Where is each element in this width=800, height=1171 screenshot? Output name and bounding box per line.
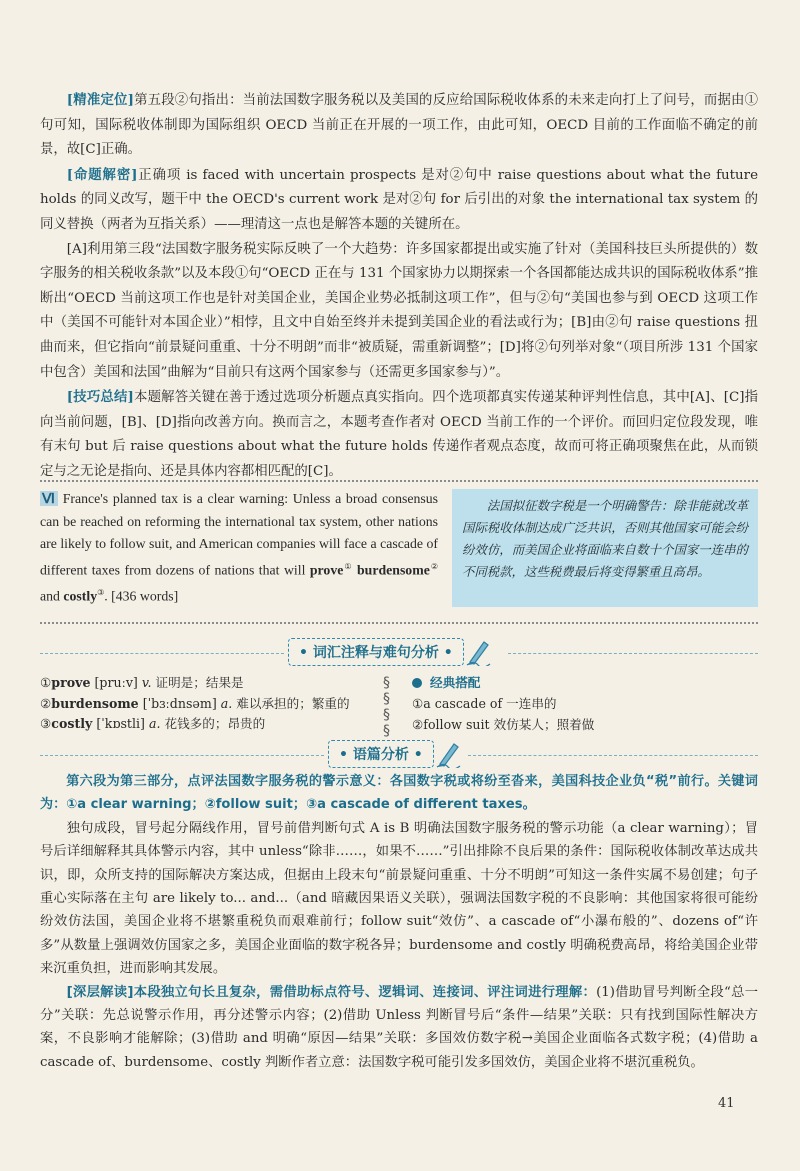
paragraph-distractors: [A]利用第三段“法国数字服务税实际反映了一个大趋势：许多国家都提出或实施了针对（美国科技巨头所提供的）数字服务的相关税收条款”以及本段①句“OECD 正在与 131 个国家协力以期探索一个各国都能达成共识的国际税收体系”推断出“OECD 当前这项工作也是针对美国企业，美国企业势必抵制这项工作”，但与②句“美国也参与到 OECD 这项工作中（美国不可能针对本国企业）”相悖，且文中自始至终并未提到美国企业的看法或行为；[B]由②句 raise questions 扭曲而来，但它指向“前景疑问重重、十分不明朗”而非“被质疑，需重新调整”；[D]将②句列举对象“（项目所涉 131 个国家中包含）美国和法国”曲解为“目前只有这两个国家参与（还需更多国家参与）”。 bbox=[40, 241, 758, 380]
page-number: 41 bbox=[718, 1096, 735, 1111]
collocation-item: ②follow suit 效仿某人；照着做 bbox=[412, 717, 595, 732]
vocab-phonetic: [ˈbɜːdnsəm] bbox=[138, 695, 221, 711]
tag-skill-summary: [技巧总结] bbox=[66, 389, 134, 406]
vocab-number: ③ bbox=[40, 716, 52, 731]
dotted-divider bbox=[40, 480, 758, 482]
collocation-title-text: 经典搭配 bbox=[430, 675, 481, 690]
vocab-phonetic: [ˈkɒstli] bbox=[92, 716, 149, 731]
vocab-meaning: 难以承担的；繁重的 bbox=[232, 695, 350, 711]
footnote-mark: ① bbox=[343, 561, 353, 571]
passage-text: and bbox=[40, 588, 64, 604]
paragraph-number: Ⅵ bbox=[42, 491, 56, 506]
vocab-word: prove bbox=[51, 675, 91, 690]
footnote-mark: ② bbox=[429, 561, 439, 571]
section-header-vocabulary bbox=[288, 638, 492, 666]
deep-reading-text: (1)借助冒号判断全段“总一分”关联：先总说警示作用，再分述警示内容；(2)借助 Unless 判断冒号后“条件—结果”关联：只有找到国际性解决方案，不良影响才能解除；(3)借助 and 明确“原因—结果”关联：多国效仿数字税→美国企业面临各式数字税；(4)借助 a cascade of、burdensome、costly 判断作者立意：法国数字税可能引发多国效仿，美国企业将不堪沉重税负。 bbox=[40, 984, 759, 1070]
vocab-pos: a. bbox=[148, 716, 161, 731]
paragraph-text: 正确项 is faced with uncertain prospects 是对②句中 raise questions about what the future holds 的同义改写，题干中 the OECD's current work 是对②句 for 后引出的对象 the international tax system 的同义替换（两者为互指关系）——理清这一点也是解答本题的关键所在。 bbox=[40, 167, 758, 232]
vocab-item bbox=[40, 714, 370, 735]
paragraph-text: 第五段②句指出：当前法国数字服务税以及美国的反应给国际税收体系的未来走向打上了问号，而据由①句可知，国际税收体制即为国际组织 OECD 当前正在开展的一项工作，由此可知，OECD 目前的工作面临不确定的前景，故[C]正确。 bbox=[40, 93, 759, 158]
vocab-item bbox=[40, 673, 370, 694]
tag-precise-location: [精准定位] bbox=[66, 92, 134, 108]
collocation-title bbox=[412, 672, 752, 693]
pen-icon bbox=[466, 638, 492, 666]
vocab-number: ② bbox=[40, 695, 52, 711]
analysis-paragraph: 独句成段，冒号起分隔线作用，冒号前借判断句式 A is B 明确法国数字服务税的警示功能（a clear warning）；冒号后详细解释其具体警示内容，其中 unless“除非……，如果不……”引出排除不良后果的条件：国际税收体制改革达成共识，即，众所支持的国际解决方案达成，但据由上段末句“前景疑问重重、十分不明朗”可知这一条件实属不易创建；句子重心实际落在主句 are likely to... and...（and 暗藏因果语义关联），强调法国数字税的不良影响：其他国家将很可能纷纷效仿法国，美国企业将不堪繁重税负而艰难前行；follow suit“效仿”、a cascade of“小瀑布般的”、dozens of“许多”从数量上强调效仿国家之多，美国企业面临的数字税各异；burdensome and costly 明确税费高昂，将给美国企业带来沉重负担，进而影响其发展。 bbox=[40, 820, 758, 977]
vocab-pos: a. bbox=[220, 695, 233, 711]
vocab-meaning: 花钱多的；昂贵的 bbox=[160, 716, 266, 731]
dashed-rule bbox=[40, 755, 324, 756]
translation-box bbox=[452, 489, 758, 607]
keyword-prove: prove bbox=[309, 562, 344, 578]
tag-question-decode: [命题解密] bbox=[66, 166, 138, 183]
paragraph-skill-summary bbox=[40, 385, 758, 484]
brace-icon: § § § § bbox=[383, 675, 390, 739]
bullet-icon bbox=[412, 678, 422, 688]
tag-deep-reading: [深层解读] bbox=[66, 984, 134, 1000]
deep-reading bbox=[40, 981, 758, 1075]
vocab-item bbox=[40, 694, 370, 715]
keyword-costly: costly bbox=[63, 588, 98, 604]
keyword-burdensome: burdensome bbox=[357, 562, 430, 578]
passage-text: France's planned tax is a clear warning: Unless a broad consensus can be reached on reforming the international tax system, other nations are likely to follow suit, and American companies will face a cascade of different taxes from dozens of nations that will bbox=[40, 491, 438, 578]
translation-text: 法国拟征数字税是一个明确警告：除非能就改革国际税收体制达成广泛共识，否则其他国家可能会纷纷效仿，而美国企业将面临来自数十个国家一连串的不同税款，这些税费最后将变得繁重且高昂。 bbox=[462, 498, 748, 579]
vocab-pos: v. bbox=[141, 675, 152, 690]
answer-explanation bbox=[40, 88, 758, 485]
paragraph-question-decode bbox=[40, 163, 758, 238]
dashed-rule bbox=[468, 755, 758, 756]
analysis-lead: 第六段为第三部分，点评法国数字服务税的警示意义：各国数字税或将纷至沓来，美国科技企业负“税”前行。关键词为：①a clear warning；②follow suit；③a cascade of different taxes。 bbox=[40, 774, 758, 813]
section-title: • 语篇分析 • bbox=[328, 740, 434, 768]
deep-reading-lead: 本段独立句长且复杂，需借助标点符号、逻辑词、连接词、评注词进行理解： bbox=[133, 984, 597, 1000]
section-header-discourse bbox=[328, 740, 462, 768]
pen-icon bbox=[436, 740, 462, 768]
paragraph-precise-location bbox=[40, 88, 758, 163]
discourse-analysis bbox=[40, 770, 758, 1074]
section-title: • 词汇注释与难句分析 • bbox=[288, 638, 464, 666]
dashed-rule bbox=[40, 653, 284, 654]
dotted-divider bbox=[40, 622, 758, 624]
vocab-word: costly bbox=[51, 716, 93, 731]
dashed-rule bbox=[508, 653, 758, 654]
vocab-word: burdensome bbox=[51, 695, 139, 711]
footnote-mark: ③ bbox=[97, 587, 105, 597]
vocab-phonetic: [pruːv] bbox=[90, 675, 142, 690]
passage-paragraph-6 bbox=[40, 488, 438, 608]
paragraph-text: 本题解答关键在善于透过选项分析题点真实指向。四个选项都真实传递某种评判性信息，其中[A]、[C]指向当前问题，[B]、[D]指向改善方向。换而言之，本题考查作者对 OECD 当前工作的一个评价。而回归定位段发现，唯有末句 but 后 raise questions about what the future holds 传递作者观点态度，故而可将正确项聚焦在此，从而锁定与之无论是指向、还是具体内容都相匹配的[C]。 bbox=[40, 390, 759, 479]
collocation-item: ①a cascade of 一连串的 bbox=[412, 696, 557, 711]
collocation-list bbox=[412, 672, 752, 735]
vocabulary-list bbox=[40, 673, 370, 735]
vocab-number: ① bbox=[40, 675, 52, 690]
vocab-meaning: 证明是；结果是 bbox=[151, 675, 244, 690]
word-count: . [436 words] bbox=[104, 588, 179, 604]
